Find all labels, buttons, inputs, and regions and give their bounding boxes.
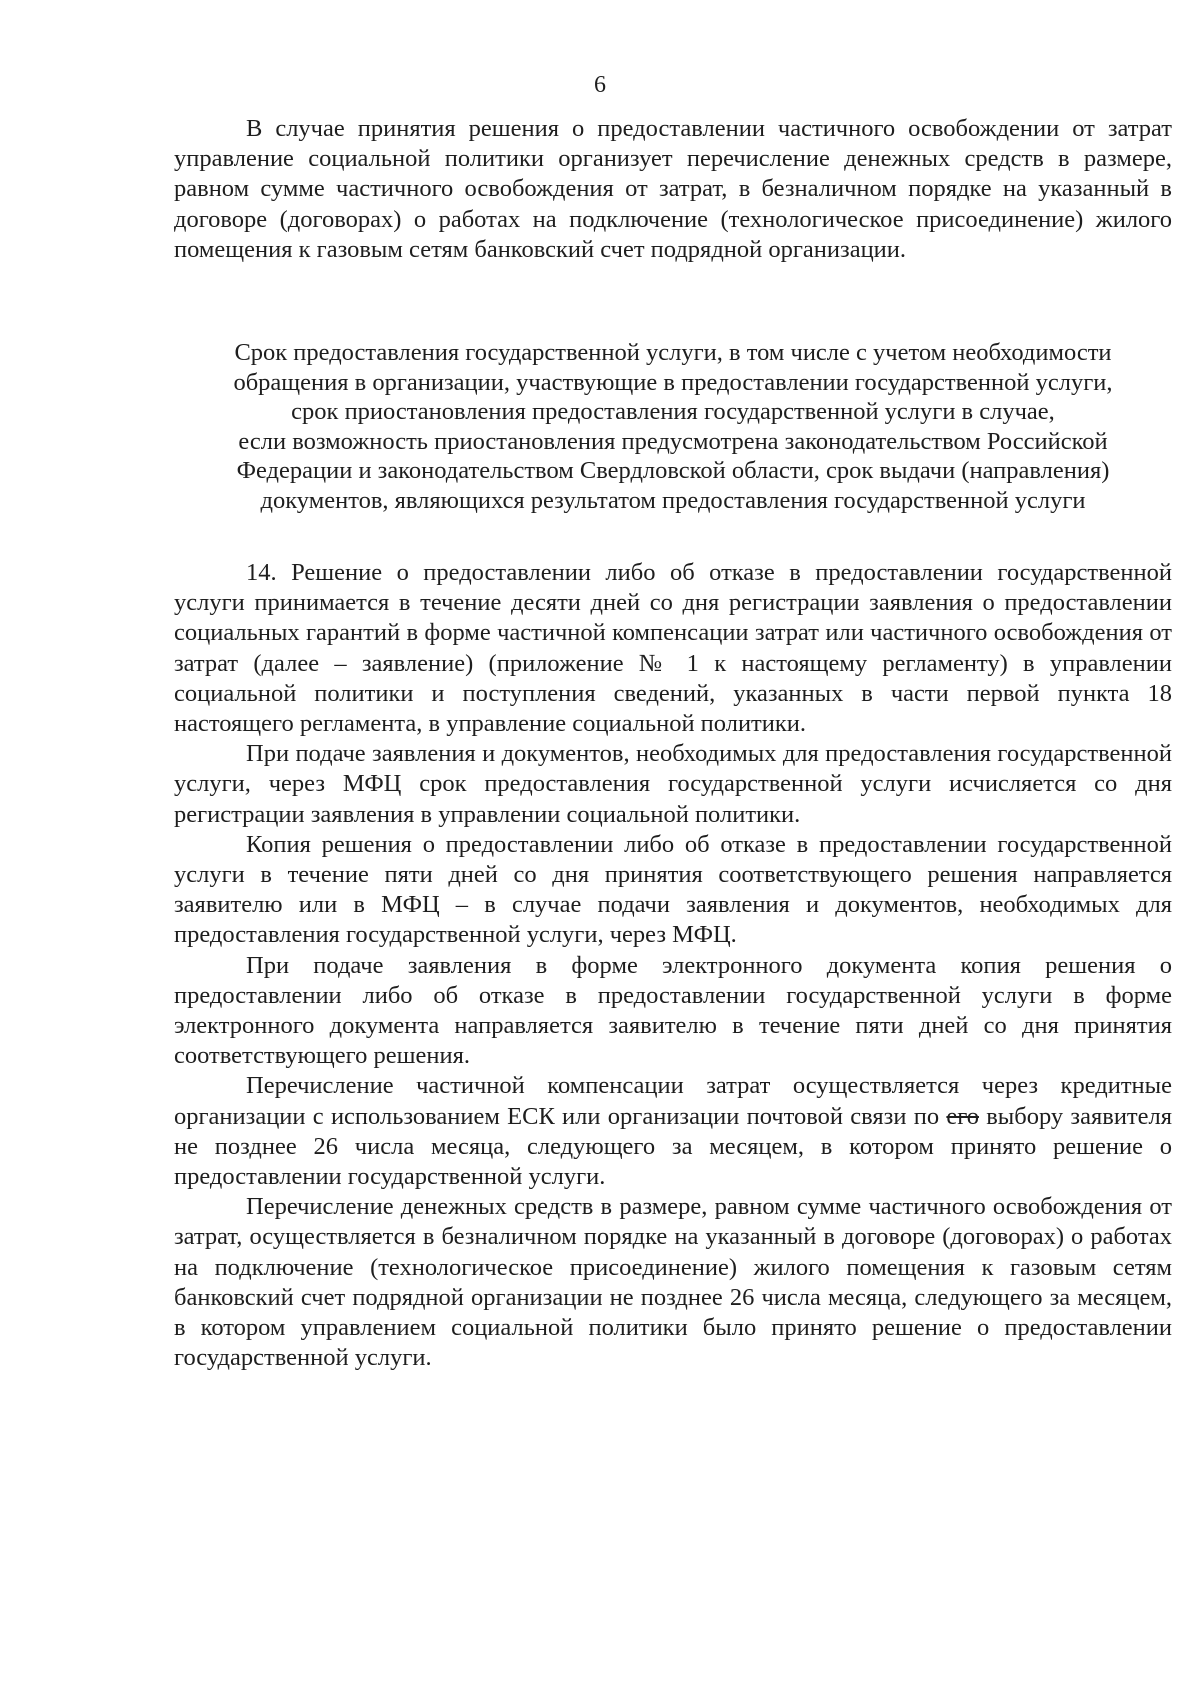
intro-paragraph: В случае принятия решения о предоставлении частичного освобождении от затрат управление социальной политики организует перечисление денежных средств в размере, равном сумме частичного освобождения от затрат, в безналичном порядке на указанный в договоре (договорах) о работах на подключение (технологическое присоединение) жилого помещения к газовым сетям банковский счет подрядной организации.	[174, 115, 1172, 263]
paragraph-decision-copy: Копия решения о предоставлении либо об отказе в предоставлении государственной услуги в течение пяти дней со дня принятия соответствующего решения направляется заявителю или в МФЦ – в случае подачи заявления и документов, необходимых для предоставления государственной услуги, через МФЦ.	[174, 830, 1172, 949]
section-heading-line: если возможность приостановления предусмотрена законодательством Российской	[238, 427, 1108, 455]
section-heading-line: Федерации и законодательством Свердловской области, срок выдачи (направления)	[236, 457, 1110, 485]
struck-word: его	[946, 1102, 979, 1130]
section-heading-line: Срок предоставления государственной услуги, в том числе с учетом необходимости	[234, 339, 1112, 366]
section-heading-line: срок приостановления предоставления государственной услуги в случае,	[291, 398, 1055, 426]
page-number: 6	[594, 72, 606, 98]
paragraph-14: 14. Решение о предоставлении либо об отказе в предоставлении государственной услуги принимается в течение десяти дней со дня регистрации заявления о предоставлении социальных гарантий в форме частичной компенсации затрат или частичного освобождения от затрат (далее – заявление) (приложение № 1 к настоящему регламенту) в управлении социальной политики и поступления сведений, указанных в части первой пункта 18 настоящего регламента, в управление социальной политики.	[174, 559, 1172, 738]
transfer-text-start: Перечисление частичной компенсации затрат осуществляется через кредитные организации с использованием ЕСК или организации почтовой связи по	[174, 1072, 1172, 1130]
paragraph-exemption-transfer: Перечисление денежных средств в размере, равном сумме частичного освобождения от затрат, осуществляется в безналичном порядке на указанный в договоре (договорах) о работах на подключение (технологическое присоединение) жилого помещения к газовым сетям банковский счет подрядной организации не позднее 26 числа месяца, следующего за месяцем, в котором управлением социальной политики было принято решение о предоставлении государственной услуги.	[174, 1193, 1172, 1372]
paragraph-mfc-term: При подаче заявления и документов, необходимых для предоставления государственной услуги, через МФЦ срок предоставления государственной услуги исчисляется со дня регистрации заявления в управлении социальной политики.	[174, 740, 1172, 828]
transfer-text-end: выбору заявителя не позднее 26 числа месяца, следующего за месяцем, в котором принято решение о предоставлении государственной услуги.	[174, 1102, 1173, 1191]
paragraph-electronic-copy: При подаче заявления в форме электронного документа копия решения о предоставлении либо об отказе в предоставлении государственной услуги в форме электронного документа направляется заявителю в течение пяти дней со дня принятия соответствующего решения.	[174, 951, 1172, 1070]
paragraph-compensation-transfer	[174, 1071, 1172, 1192]
intro-section	[174, 114, 1172, 265]
body-section	[174, 558, 1172, 1373]
section-heading-line: документов, являющихся результатом предоставления государственной услуги	[260, 486, 1086, 514]
section-heading-line: обращения в организации, участвующие в предоставлении государственной услуги,	[233, 368, 1113, 396]
section-heading	[174, 338, 1172, 516]
